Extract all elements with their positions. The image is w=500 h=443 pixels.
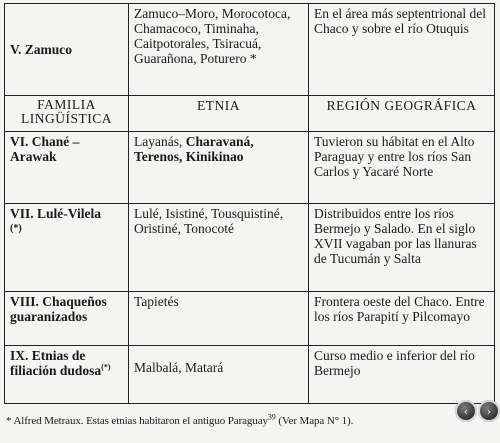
footnote-mark: (*) (10, 223, 22, 234)
ethnic-families-table (4, 3, 495, 404)
region-cell: Curso medio e inferior del río Bermejo (309, 346, 495, 404)
table-row (5, 292, 495, 346)
header-familia: FAMILIA LINGÜÍSTICA (5, 96, 129, 132)
familia-cell: V. Zamuco (5, 4, 129, 96)
etnia-cell: Zamuco–Moro, Morocotoca, Chamacoco, Timinaha, Caitpotorales, Tsiracuá, Guarañona, Poturero * (129, 4, 309, 96)
table-header-row (5, 96, 495, 132)
table-row (5, 132, 495, 204)
header-etnia: ETNIA (129, 96, 309, 132)
next-page-button[interactable] (478, 400, 500, 422)
chevron-left-icon: ‹ (463, 404, 469, 418)
footnote: * Alfred Metraux. Estas etnias habitaron el antiguo Paraguay$^{39}$ (Ver Mapa N° 1). (6, 412, 354, 427)
familia-cell: VII. Lulé-Vilela (*) (5, 204, 129, 292)
header-region: REGIÓN GEOGRÁFICA (309, 96, 495, 132)
chevron-right-icon: › (486, 404, 492, 418)
familia-cell: VI. Chané – Arawak (5, 132, 129, 204)
footnote-mark: (*) (101, 362, 111, 372)
region-cell: Tuvieron su hábitat en el Alto Paraguay y entre los ríos San Carlos y Yacaré Norte (309, 132, 495, 204)
familia-cell: VIII. Chaqueños guaranizados (5, 292, 129, 346)
table-row (5, 346, 495, 404)
table-row (5, 4, 495, 96)
table-row (5, 204, 495, 292)
region-cell: En el área más septentrional del Chaco y sobre el río Otuquis (309, 4, 495, 96)
familia-cell: IX. Etnias de filiación dudosa(*) (5, 346, 129, 404)
etnia-cell: Lulé, Isistiné, Tousquistiné, Oristiné, Tonocoté (129, 204, 309, 292)
etnia-cell: Layanás, Charavaná, Terenos, Kinikinao (129, 132, 309, 204)
etnia-cell: Tapietés (129, 292, 309, 346)
previous-page-button[interactable] (455, 400, 477, 422)
region-cell: Distribuidos entre los ríos Bermejo y Salado. En el siglo XVII vagaban por las llanuras de Tucumán y Salta (309, 204, 495, 292)
region-cell: Frontera oeste del Chaco. Entre los ríos Parapití y Pilcomayo (309, 292, 495, 346)
etnia-cell: Malbalá, Matará (129, 346, 309, 404)
